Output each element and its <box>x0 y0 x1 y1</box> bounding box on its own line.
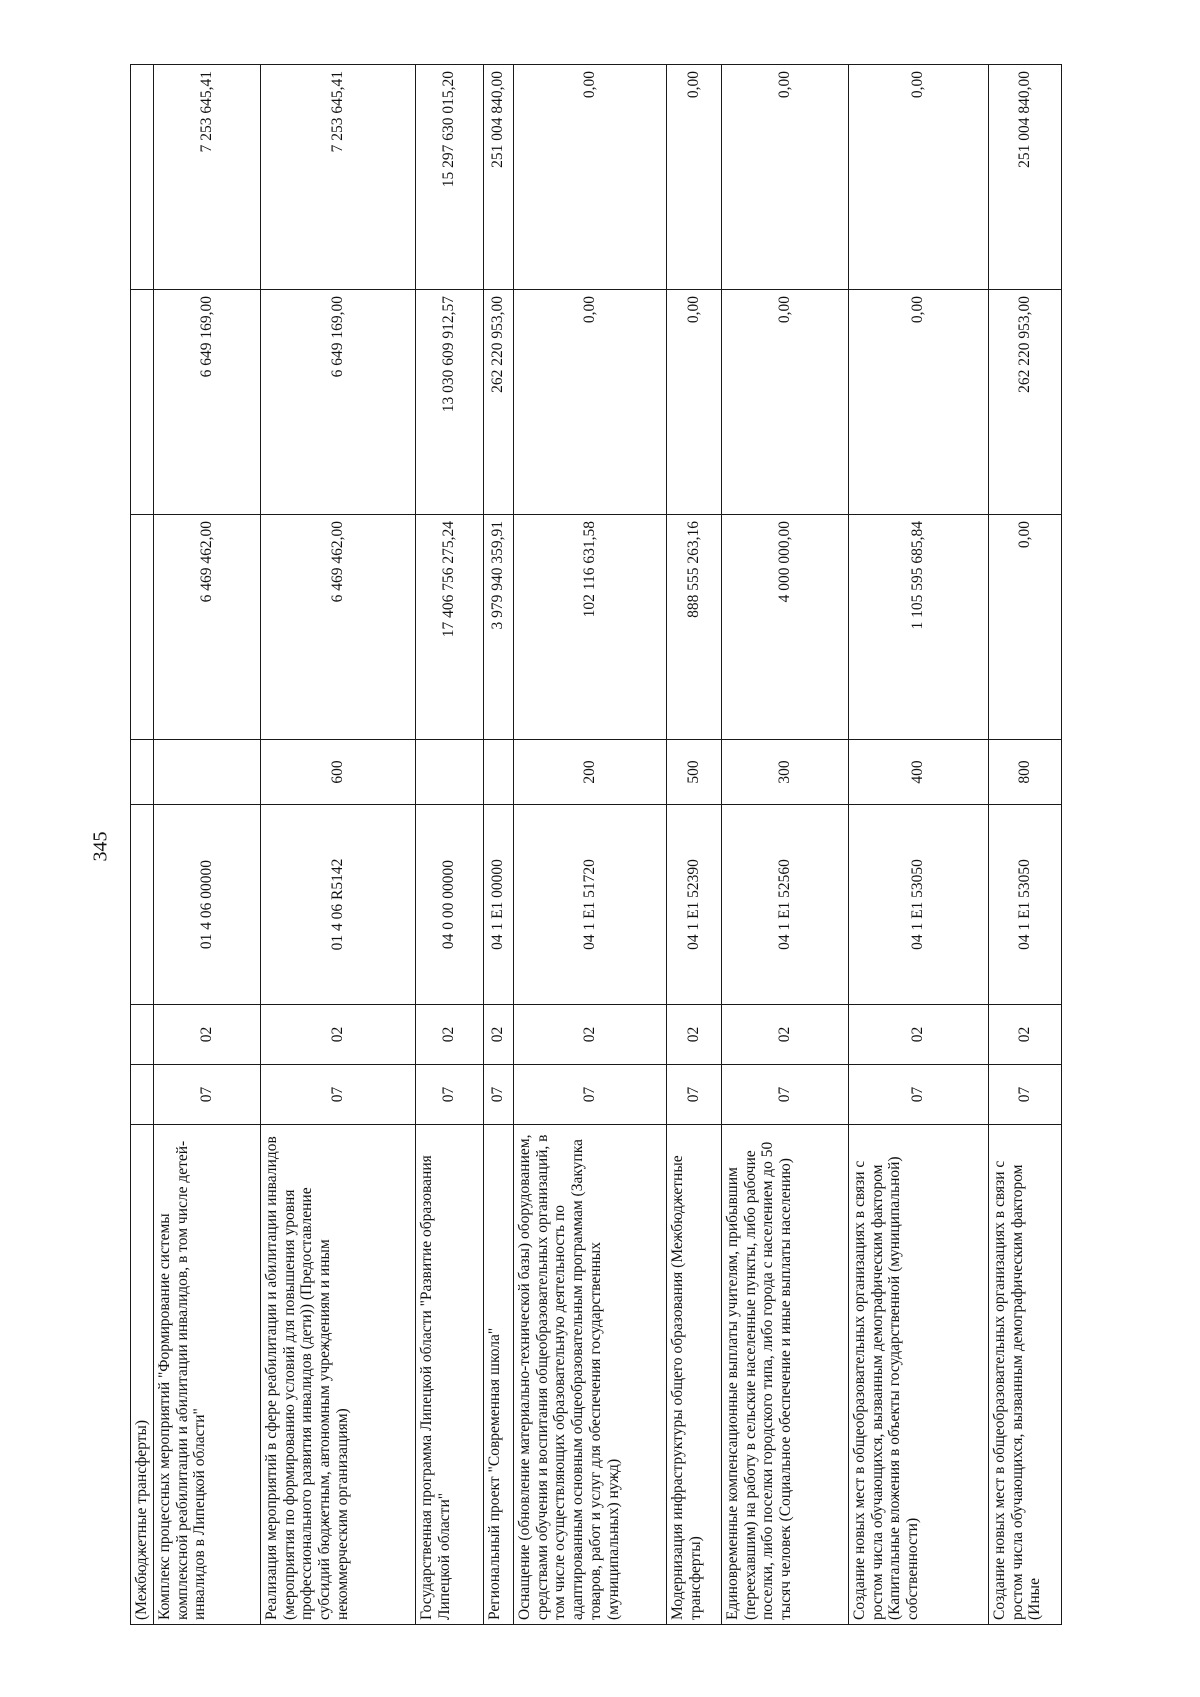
cell-name: Комплекс процессных мероприятий "Формирование системы комплексной реабилитации и абилитации инвалидов, в том числе детей-инвалидов в Липецкой области" <box>153 1125 260 1625</box>
cell-expense-type: 400 <box>848 740 988 805</box>
cell-name: Оснащение (обновление материально-технической базы) оборудованием, средствами обучения и воспитания общеобразовательных организаций, в том числе осуществляющих образовательную деятельность по адаптированным основным общеобразовательным программам (Закупка товаров, работ и услуг для обеспечения государственных (муниципальных) нужд) <box>513 1125 666 1625</box>
cell-subsection: 02 <box>260 1005 415 1065</box>
cell-subsection: 02 <box>666 1005 721 1065</box>
cell-amount-year2: 6 649 169,00 <box>153 290 260 515</box>
cell-expense-type: 300 <box>721 740 848 805</box>
cell-amount-year3: 251 004 840,00 <box>483 65 513 290</box>
cell-section: 07 <box>666 1065 721 1125</box>
table-row <box>415 65 483 1625</box>
cell-target-code: 04 1 E1 53050 <box>988 805 1061 1005</box>
cell-subsection: 02 <box>483 1005 513 1065</box>
cell-subsection <box>131 1005 154 1065</box>
cell-amount-year1: 4 000 000,00 <box>721 515 848 740</box>
cell-amount-year2: 6 649 169,00 <box>260 290 415 515</box>
cell-amount-year1: 3 979 940 359,91 <box>483 515 513 740</box>
cell-amount-year2: 262 220 953,00 <box>483 290 513 515</box>
cell-expense-type <box>415 740 483 805</box>
cell-subsection: 02 <box>988 1005 1061 1065</box>
cell-target-code: 04 1 E1 51720 <box>513 805 666 1005</box>
cell-amount-year3: 0,00 <box>848 65 988 290</box>
cell-expense-type <box>153 740 260 805</box>
cell-expense-type: 600 <box>260 740 415 805</box>
cell-target-code: 01 4 06 00000 <box>153 805 260 1005</box>
cell-amount-year3: 0,00 <box>721 65 848 290</box>
cell-amount-year1: 0,00 <box>988 515 1061 740</box>
cell-amount-year3: 7 253 645,41 <box>153 65 260 290</box>
cell-amount-year2: 0,00 <box>666 290 721 515</box>
cell-subsection: 02 <box>848 1005 988 1065</box>
cell-target-code: 04 1 E1 52390 <box>666 805 721 1005</box>
cell-subsection: 02 <box>415 1005 483 1065</box>
rotated-page-content <box>130 65 1060 1625</box>
cell-amount-year2 <box>131 290 154 515</box>
table-row <box>721 65 848 1625</box>
cell-amount-year1: 102 116 631,58 <box>513 515 666 740</box>
table-row <box>131 65 154 1625</box>
cell-target-code: 01 4 06 R5142 <box>260 805 415 1005</box>
cell-amount-year1: 6 469 462,00 <box>153 515 260 740</box>
table-row <box>483 65 513 1625</box>
cell-expense-type: 800 <box>988 740 1061 805</box>
table-row <box>666 65 721 1625</box>
cell-section: 07 <box>848 1065 988 1125</box>
cell-amount-year3: 7 253 645,41 <box>260 65 415 290</box>
table-row <box>513 65 666 1625</box>
cell-section <box>131 1065 154 1125</box>
cell-amount-year2: 0,00 <box>848 290 988 515</box>
cell-amount-year2: 262 220 953,00 <box>988 290 1061 515</box>
cell-amount-year3: 0,00 <box>666 65 721 290</box>
cell-amount-year1: 1 105 595 685,84 <box>848 515 988 740</box>
cell-section: 07 <box>513 1065 666 1125</box>
cell-subsection: 02 <box>153 1005 260 1065</box>
cell-target-code: 04 1 E1 52560 <box>721 805 848 1005</box>
cell-section: 07 <box>483 1065 513 1125</box>
cell-name: Единовременные компенсационные выплаты учителям, прибывшим (переехавшим) на работу в сельские населенные пункты, либо рабочие поселки, либо поселки городского типа, либо города с населением до 50 тысяч человек (Социальное обеспечение и иные выплаты населению) <box>721 1125 848 1625</box>
table-row <box>153 65 260 1625</box>
cell-amount-year2: 13 030 609 912,57 <box>415 290 483 515</box>
cell-amount-year1: 17 406 756 275,24 <box>415 515 483 740</box>
cell-target-code <box>131 805 154 1005</box>
table-row <box>848 65 988 1625</box>
cell-amount-year1: 888 555 263,16 <box>666 515 721 740</box>
cell-name: Модернизация инфраструктуры общего образования (Межбюджетные трансферты) <box>666 1125 721 1625</box>
cell-name: Реализация мероприятий в сфере реабилитации и абилитации инвалидов (мероприятия по формированию условий для повышения уровня профессионального развития инвалидов (дети)) (Предоставление субсидий бюджетным, автономным учреждениям и иным некоммерческим организациям) <box>260 1125 415 1625</box>
cell-amount-year1: 6 469 462,00 <box>260 515 415 740</box>
cell-amount-year2: 0,00 <box>721 290 848 515</box>
cell-target-code: 04 1 E1 53050 <box>848 805 988 1005</box>
cell-section: 07 <box>260 1065 415 1125</box>
cell-amount-year3: 15 297 630 015,20 <box>415 65 483 290</box>
cell-amount-year1 <box>131 515 154 740</box>
cell-subsection: 02 <box>513 1005 666 1065</box>
table-row <box>260 65 415 1625</box>
cell-section: 07 <box>153 1065 260 1125</box>
cell-amount-year3: 251 004 840,00 <box>988 65 1061 290</box>
cell-subsection: 02 <box>721 1005 848 1065</box>
cell-section: 07 <box>415 1065 483 1125</box>
budget-table <box>130 64 1062 1625</box>
cell-name: Региональный проект "Современная школа" <box>483 1125 513 1625</box>
cell-name: Создание новых мест в общеобразовательных организациях в связи с ростом числа обучающихся, вызванным демографическим фактором (Капитальные вложения в объекты государственной (муниципальной) собственности) <box>848 1125 988 1625</box>
table-row <box>988 65 1061 1625</box>
cell-expense-type: 200 <box>513 740 666 805</box>
cell-section: 07 <box>988 1065 1061 1125</box>
cell-target-code: 04 0 00 00000 <box>415 805 483 1005</box>
cell-expense-type: 500 <box>666 740 721 805</box>
cell-name: Создание новых мест в общеобразовательных организациях в связи с ростом числа обучающихся, вызванным демографическим фактором (Иные <box>988 1125 1061 1625</box>
cell-section: 07 <box>721 1065 848 1125</box>
cell-amount-year3 <box>131 65 154 290</box>
cell-expense-type <box>483 740 513 805</box>
cell-amount-year2: 0,00 <box>513 290 666 515</box>
cell-name: (Межбюджетные трансферты) <box>131 1125 154 1625</box>
cell-expense-type <box>131 740 154 805</box>
page-number: 345 <box>89 831 112 862</box>
cell-target-code: 04 1 E1 00000 <box>483 805 513 1005</box>
cell-amount-year3: 0,00 <box>513 65 666 290</box>
cell-name: Государственная программа Липецкой области "Развитие образования Липецкой области" <box>415 1125 483 1625</box>
